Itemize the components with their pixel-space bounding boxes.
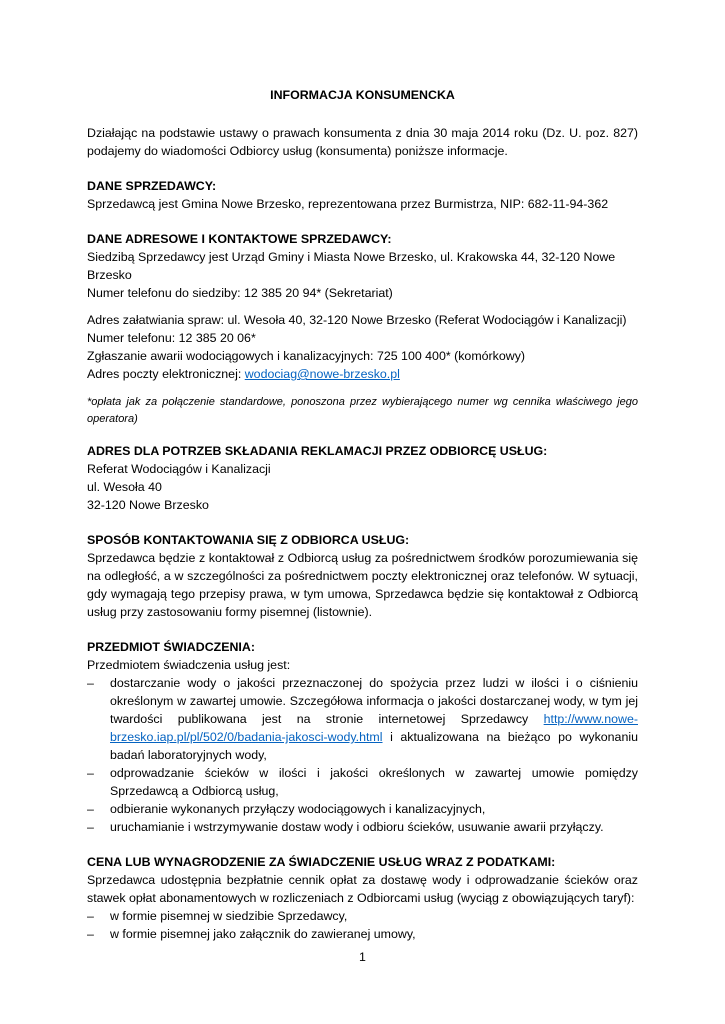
list-item bbox=[87, 925, 638, 943]
complaints-line: 32-120 Nowe Brzesko bbox=[87, 498, 209, 512]
water-quality-link[interactable]: http://www.nowe-brzesko.iap.pl/pl/502/0/badania-jakosci-wody.html bbox=[110, 712, 638, 744]
subject-heading: PRZEDMIOT ŚWIADCZENIA: bbox=[87, 640, 255, 654]
subject-section bbox=[87, 638, 638, 836]
price-text: Sprzedawca udostępnia bezpłatnie cennik opłat za dostawę wody i odprowadzanie ścieków oraz stawek opłat abonamentowych w rozliczeniach z Odbiorcami usług (wyciąg z obowiązujących taryf): bbox=[87, 873, 638, 905]
dash-bullet: – bbox=[87, 909, 94, 923]
complaints-section bbox=[87, 442, 638, 514]
list-item bbox=[87, 818, 638, 836]
office-address: Adres załatwiania spraw: ul. Wesoła 40, 32-120 Nowe Brzesko (Referat Wodociągów i Kanalizacji) bbox=[87, 313, 627, 327]
seller-section bbox=[87, 177, 638, 213]
dash-bullet: – bbox=[87, 676, 94, 690]
failures-line: Zgłaszanie awarii wodociągowych i kanalizacyjnych: 725 100 400* (komórkowy) bbox=[87, 349, 526, 363]
dash-bullet: – bbox=[87, 927, 94, 941]
contact-method-text: Sprzedawca będzie z kontaktował z Odbiorcą usług za pośrednictwem środków porozumiewania się na odległość, a w szczególności za pośrednictwem poczty elektronicznej oraz telefonów. W sytuacji, gdy wymagają tego przepisy prawa, w tym umowa, Sprzedawca będzie się kontaktował z Odbiorcą usług przy zastosowaniu formy pisemnej (listownie). bbox=[87, 551, 638, 619]
contact-heading: DANE ADRESOWE I KONTAKTOWE SPRZEDAWCY: bbox=[87, 232, 392, 246]
subject-lead: Przedmiotem świadczenia usług jest: bbox=[87, 658, 291, 672]
seat-line: Siedzibą Sprzedawcy jest Urząd Gminy i Miasta Nowe Brzesko, ul. Krakowska 44, 32-120 Nowe Brzesko bbox=[87, 250, 616, 282]
email-link[interactable]: wodociag@nowe-brzesko.pl bbox=[244, 367, 400, 381]
document-page bbox=[87, 86, 638, 960]
page-number: 1 bbox=[359, 950, 366, 964]
complaints-heading: ADRES DLA POTRZEB SKŁADANIA REKLAMACJI PRZEZ ODBIORCĘ USŁUG: bbox=[87, 444, 548, 458]
price-section bbox=[87, 853, 638, 943]
subject-list bbox=[87, 674, 638, 836]
item-text: odbieranie wykonanych przyłączy wodociągowych i kanalizacyjnych, bbox=[110, 802, 486, 816]
complaints-line: ul. Wesoła 40 bbox=[87, 480, 162, 494]
email-label: Adres poczty elektronicznej: bbox=[87, 367, 242, 381]
list-item bbox=[87, 907, 638, 925]
list-item bbox=[87, 674, 638, 764]
office-phone: Numer telefonu: 12 385 20 06* bbox=[87, 331, 256, 345]
item-text: w formie pisemnej w siedzibie Sprzedawcy, bbox=[110, 909, 348, 923]
dash-bullet: – bbox=[87, 766, 94, 780]
contact-method-heading: SPOSÓB KONTAKTOWANIA SIĘ Z ODBIORCA USŁUG: bbox=[87, 533, 410, 547]
item-text: w formie pisemnej jako załącznik do zawieranej umowy, bbox=[110, 927, 416, 941]
list-item bbox=[87, 764, 638, 800]
dash-bullet: – bbox=[87, 802, 94, 816]
document-title: INFORMACJA KONSUMENCKA bbox=[270, 88, 455, 102]
footnote: *opłata jak za połączenie standardowe, ponoszona przez wybierającego numer wg cennika właściwego jego operatora) bbox=[87, 396, 638, 425]
list-item bbox=[87, 800, 638, 818]
contact-section bbox=[87, 230, 638, 428]
item-text: dostarczanie wody o jakości przeznaczonej do spożycia przez ludzi w ilości i o ciśnieniu określonym w zawartej umowie. Szczegółowa informacja o jakości dostarczanej wody, w tym jej twardości publikowana jest na stronie internetowej Sprzedawcy bbox=[110, 676, 638, 726]
price-heading: CENA LUB WYNAGRODZENIE ZA ŚWIADCZENIE USŁUG WRAZ Z PODATKAMI: bbox=[87, 855, 556, 869]
seller-text: Sprzedawcą jest Gmina Nowe Brzesko, reprezentowana przez Burmistrza, NIP: 682-11-94-362 bbox=[87, 197, 609, 211]
email-line bbox=[87, 365, 638, 383]
intro-paragraph: Działając na podstawie ustawy o prawach konsumenta z dnia 30 maja 2014 roku (Dz. U. poz. 827) podajemy do wiadomości Odbiorcy usług (konsumenta) poniższe informacje. bbox=[87, 126, 638, 158]
contact-method-section bbox=[87, 531, 638, 621]
item-text: i aktualizowana na bieżąco po wykonaniu badań laboratoryjnych wody, bbox=[110, 730, 638, 762]
seller-heading: DANE SPRZEDAWCY: bbox=[87, 179, 217, 193]
item-text: odprowadzanie ścieków w ilości i jakości określonych w zawartej umowie pomiędzy Sprzedawcą a Odbiorcą usług, bbox=[110, 766, 638, 798]
complaints-line: Referat Wodociągów i Kanalizacji bbox=[87, 462, 271, 476]
item-text: uruchamianie i wstrzymywanie dostaw wody i odbioru ścieków, usuwanie awarii przyłączy. bbox=[110, 820, 604, 834]
dash-bullet: – bbox=[87, 820, 94, 834]
price-list bbox=[87, 907, 638, 943]
seat-phone: Numer telefonu do siedziby: 12 385 20 94* (Sekretariat) bbox=[87, 286, 393, 300]
